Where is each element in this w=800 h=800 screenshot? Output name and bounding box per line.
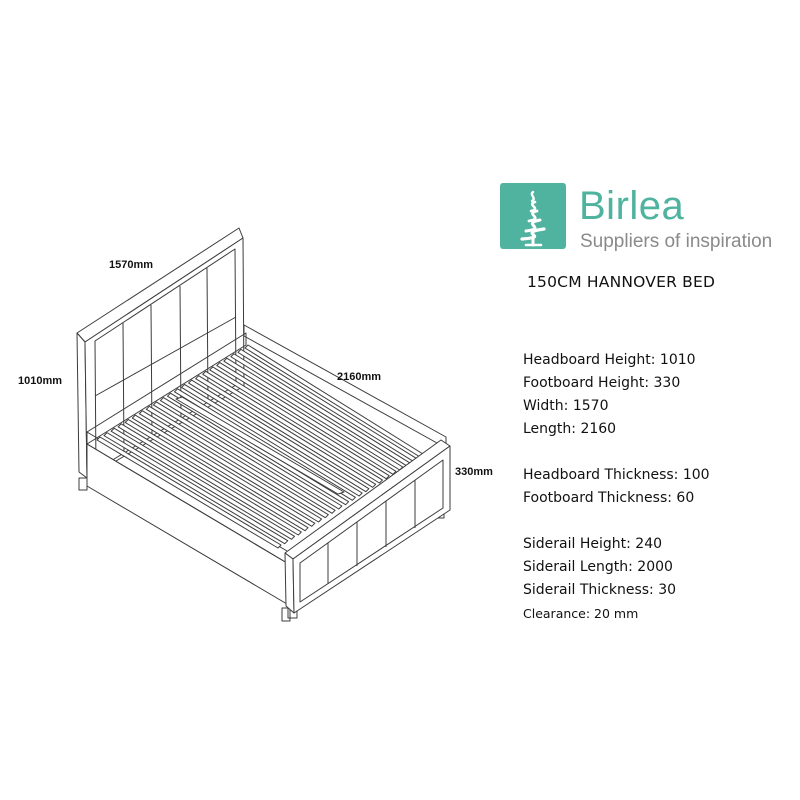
brand-tagline: Suppliers of inspiration (580, 231, 773, 252)
brand-name: Birlea (579, 184, 685, 228)
spec-group-thickness (523, 464, 710, 510)
brand-logo (500, 183, 795, 253)
spec-line: Headboard Height: 1010 (523, 352, 696, 368)
spec-line: Siderail Thickness: 30 (523, 582, 677, 598)
width-dimension-label: 1570mm (109, 259, 154, 271)
spec-line: Width: 1570 (523, 398, 609, 414)
spec-line: Footboard Height: 330 (523, 375, 681, 391)
length-dimension-label: 2160mm (337, 371, 382, 383)
spec-group-dimensions (523, 349, 696, 441)
spec-line: Siderail Height: 240 (523, 536, 663, 552)
spec-line: Clearance: 20 mm (523, 606, 639, 621)
footboard-height-dimension-label: 330mm (455, 466, 493, 478)
spec-group-siderail (523, 533, 676, 625)
spec-line: Footboard Thickness: 60 (523, 490, 695, 506)
spec-line: Headboard Thickness: 100 (523, 467, 710, 483)
christmas-tree-icon (500, 183, 566, 249)
product-title: 150CM HANNOVER BED (527, 273, 716, 291)
spec-line: Length: 2160 (523, 421, 617, 437)
spec-line: Siderail Length: 2000 (523, 559, 673, 575)
headboard-height-dimension-label: 1010mm (18, 375, 63, 387)
